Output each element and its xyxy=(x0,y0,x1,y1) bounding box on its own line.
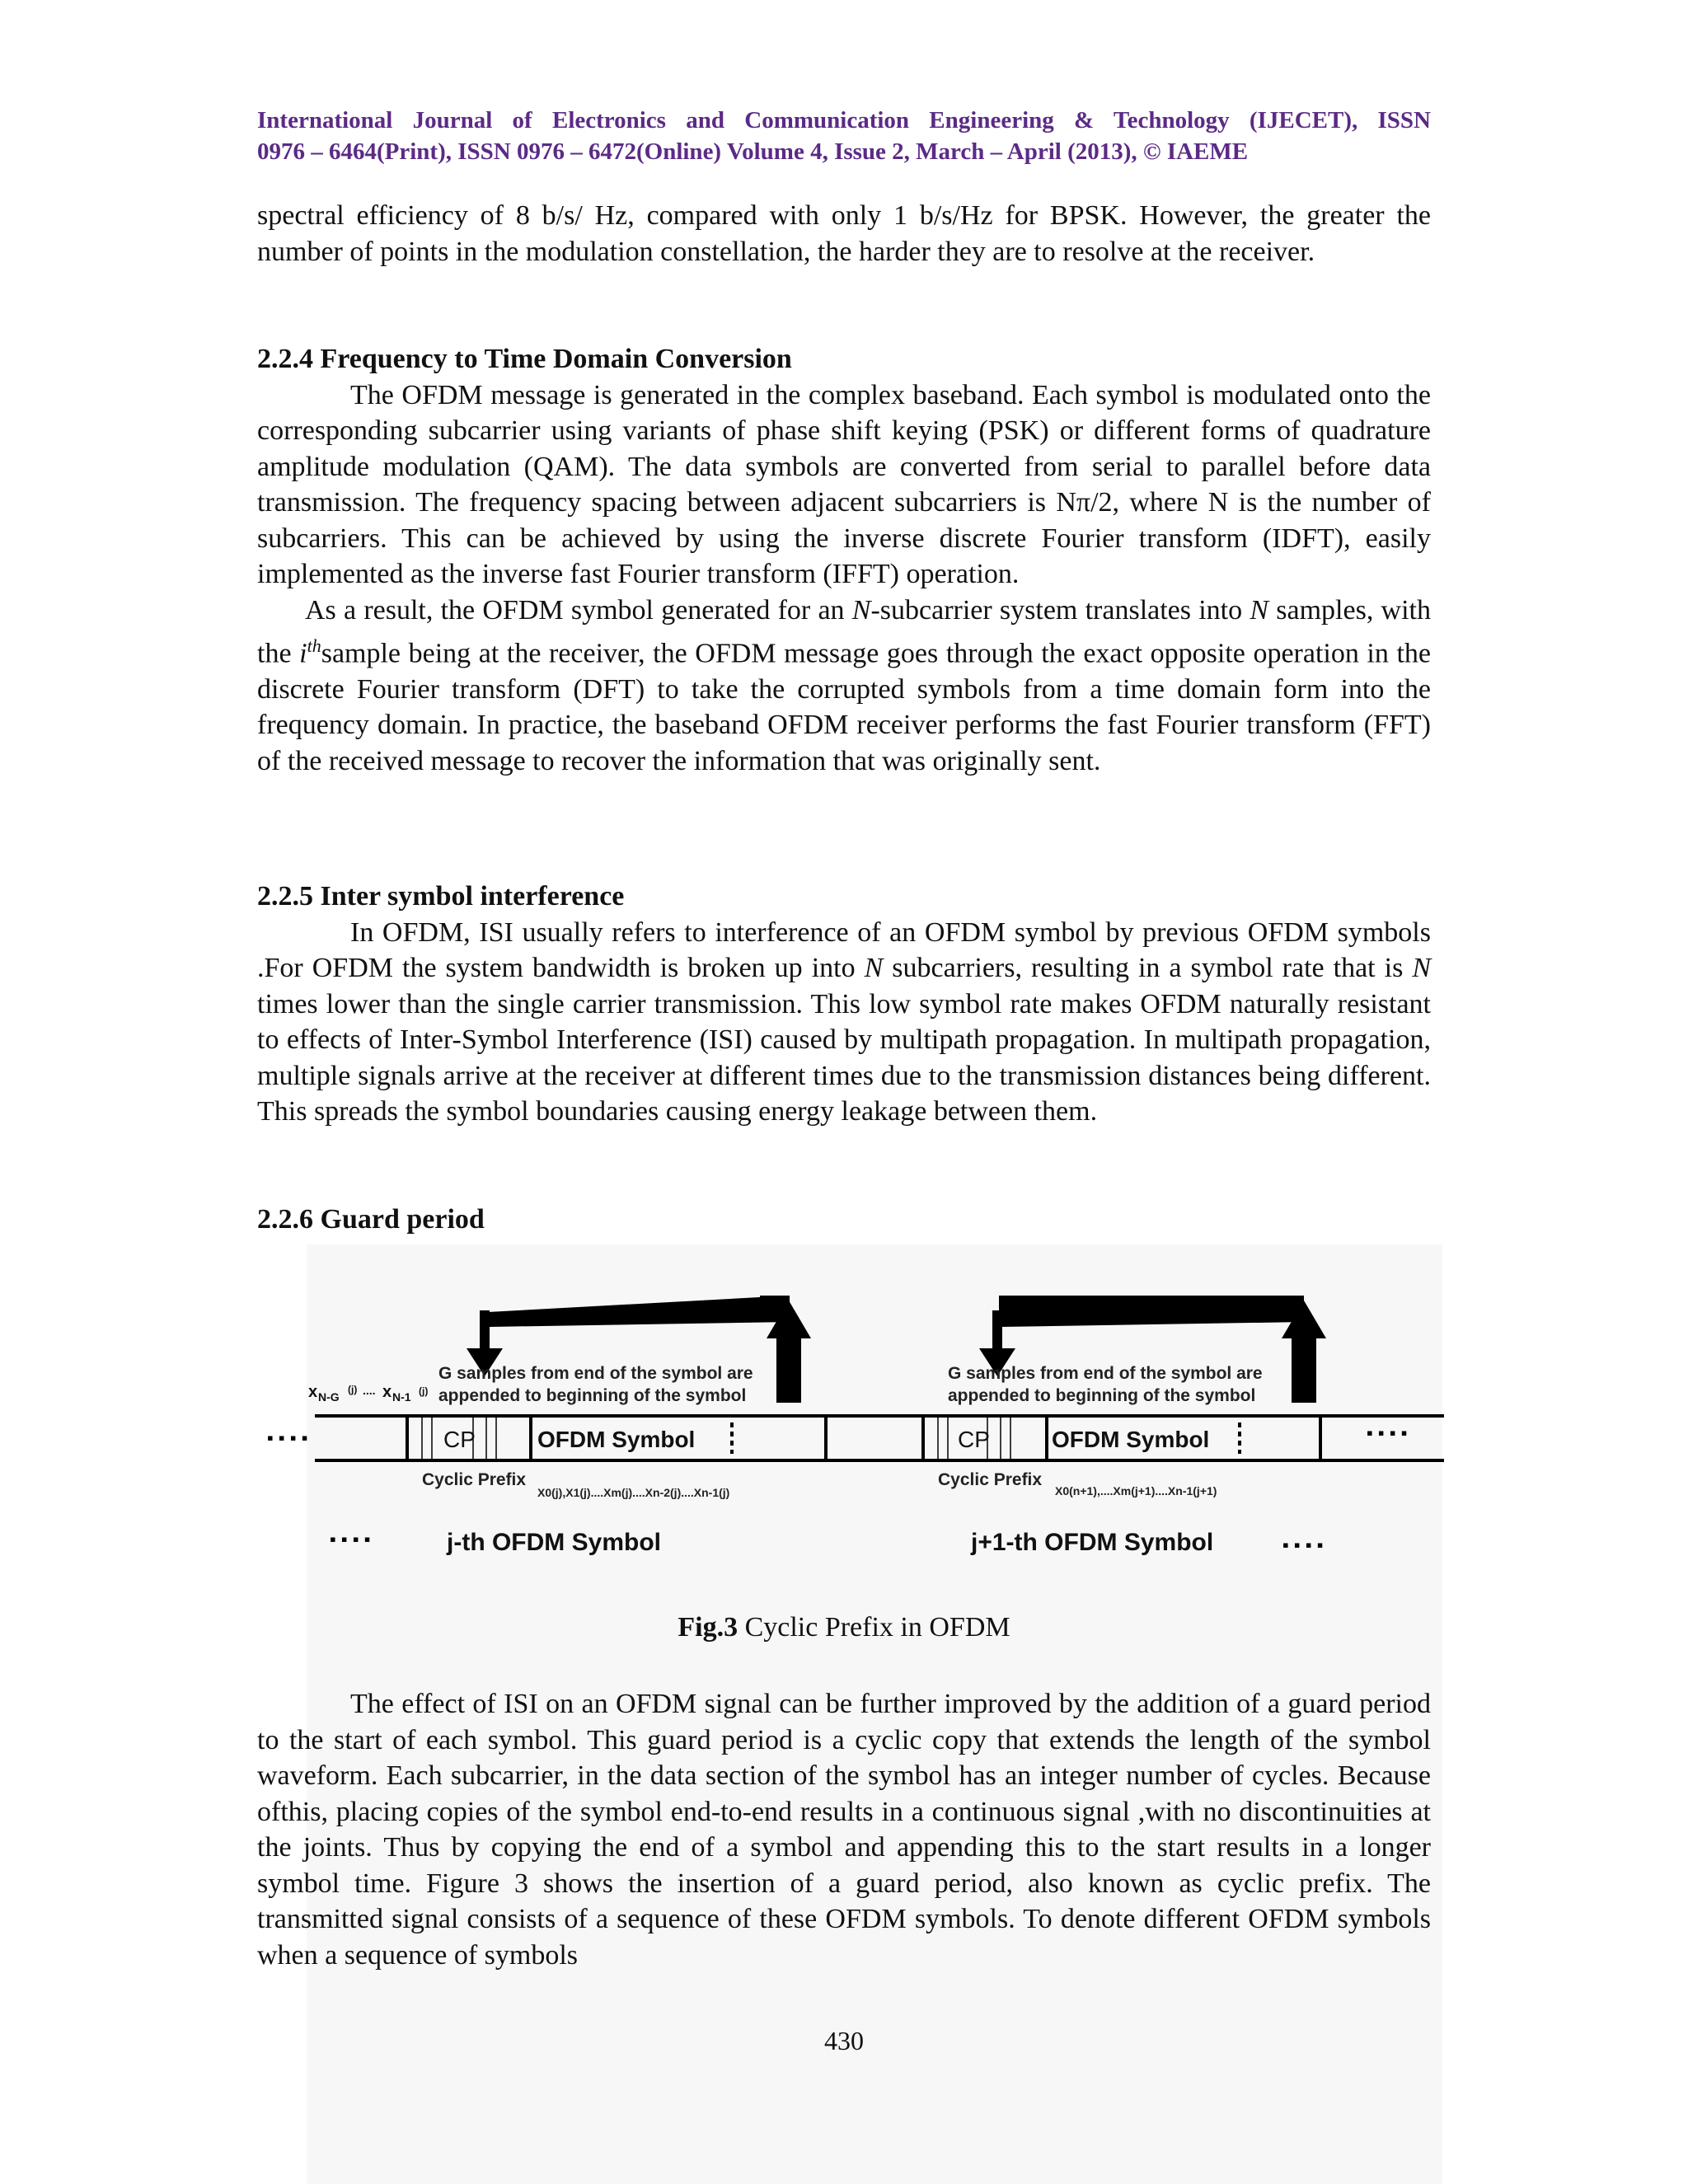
left-note-line-1: G samples from end of the symbol are xyxy=(438,1364,753,1383)
closing-text: The effect of ISI on an OFDM signal can be further improved by the addition of a guard period to the start of each symbol. This guard period is a cyclic copy that extends the length of the symbol waveform. Each subcarrier, in the data section of the symbol has an integer number of cycles. Because ofthis, placing copies of the symbol end-to-end results in a continuous signal ,with no discontinuities at the joints. Thus by copying the end of a symbol and appending this to the start results in a longer symbol time. Figure 3 shows the insertion of a guard period, also known as cyclic prefix. The transmitted signal consists of a sequence of these OFDM symbols. To denote different OFDM symbols when a sequence of symbols xyxy=(257,1689,1431,1971)
italic-n: N xyxy=(1250,594,1269,626)
italic-n: N xyxy=(1412,953,1432,983)
cp-left-label: CP xyxy=(443,1427,476,1452)
section-2-2-4-para-1: The OFDM message is generated in the complex baseband. Each symbol is modulated onto the corresponding subcarrier using variants of phase shift keying (PSK) or different forms of quadrature amplitude modulation (QAM). The data symbols are converted from serial to parallel before data transmission. The frequency spacing between adjacent subcarriers is Nπ/2, where N is the number of subcarriers. This can be achieved by using the inverse discrete Fourier transform (IDFT), easily implemented as the inverse fast Fourier transform (IFFT) operation. xyxy=(257,379,1431,589)
text-run: As a result, the OFDM symbol generated for an xyxy=(305,594,852,626)
section-2-2-4-para-2 xyxy=(257,593,1431,780)
text-run: -subcarrier system translates into xyxy=(870,594,1250,626)
x-sup-b: (j) xyxy=(419,1385,429,1397)
right-note-line-2: appended to beginning of the symbol xyxy=(948,1386,1256,1405)
right-note-line-1: G samples from end of the symbol are xyxy=(948,1364,1263,1383)
header-line-2: 0976 – 6464(Print), ISSN 0976 – 6472(Online) Volume 4, Issue 2, March – April (2013), © IAEME xyxy=(257,138,1249,165)
section-2-2-5-para xyxy=(257,915,1431,1130)
section-2-2-6 xyxy=(257,1202,1431,1238)
intro-paragraph xyxy=(257,198,1431,269)
cp-right-label: CP xyxy=(958,1427,990,1452)
j-th-symbol-label: j-th OFDM Symbol xyxy=(447,1529,661,1556)
text-run: times lower than the single carrier transmission. This low symbol rate makes OFDM naturally resistant to effects of Inter-Symbol Interference (ISI) caused by multipath propagation. In multipath propagation, multiple signals arrive at the receiver at different times due to the transmission distances being different. This spreads the symbol boundaries causing energy leakage between them. xyxy=(257,988,1431,1127)
section-2-2-5 xyxy=(257,879,1431,1130)
section-heading-2-2-5: 2.2.5 Inter symbol interference xyxy=(257,881,625,912)
bottom-dots-right: ▪ ▪ ▪ ▪ xyxy=(1282,1535,1324,1555)
caption-label: Fig.3 xyxy=(678,1612,738,1643)
italic-i: i xyxy=(299,638,307,669)
j1-th-symbol-label: j+1-th OFDM Symbol xyxy=(971,1529,1214,1556)
text-run: sample being at the receiver, the OFDM message goes through the exact opposite operation in the discrete Fourier transform (DFT) to take the corrupted symbols from a time domain form into the frequency domain. In practice, the baseband OFDM receiver performs the fast Fourier transform (FFT) of the received message to recover the information that was originally sent. xyxy=(257,638,1431,776)
text-run: samples, with the xyxy=(257,594,1431,669)
x-label-a: x xyxy=(308,1383,318,1401)
header-line-1: International Journal of Electronics and Communication Engineering & Technology (IJECET), ISSN xyxy=(257,107,1431,134)
figure-caption xyxy=(257,1612,1431,1643)
timeline-dots-left: ▪ ▪ ▪ ▪ xyxy=(267,1427,308,1448)
text-run: In OFDM, ISI usually refers to interference of an OFDM symbol by previous OFDM symbols .For OFDM the system bandwidth is broken up into xyxy=(257,916,1431,983)
ofdm-symbol-left-label: OFDM Symbol xyxy=(537,1427,696,1452)
ofdm-symbol-right-label: OFDM Symbol xyxy=(1052,1427,1210,1452)
superscript-th: th xyxy=(307,635,321,656)
italic-n: N xyxy=(864,953,884,983)
closing-paragraph xyxy=(257,1686,1431,1973)
x-sub-b: N-1 xyxy=(392,1390,411,1404)
intro-text: spectral efficiency of 8 b/s/ Hz, compared with only 1 b/s/Hz for BPSK. However, the greater the number of points in the modulation constellation, the harder they are to resolve at the receiver. xyxy=(257,200,1431,267)
x-sup-a: (j) xyxy=(348,1384,358,1395)
section-2-2-4 xyxy=(257,341,1431,779)
cyclic-prefix-right-label: Cyclic Prefix xyxy=(938,1470,1043,1489)
x-dots: .... xyxy=(363,1384,376,1397)
italic-n: N xyxy=(851,594,871,626)
section-heading-2-2-6: 2.2.6 Guard period xyxy=(257,1204,485,1235)
cyclic-prefix-left-label: Cyclic Prefix xyxy=(422,1470,527,1489)
page-number: 430 xyxy=(824,2026,864,2055)
text-run: subcarriers, resulting in a symbol rate that is xyxy=(883,953,1413,983)
journal-header xyxy=(257,105,1431,167)
samples-right-label: X0(n+1),....Xm(j+1)....Xn-1(j+1) xyxy=(1055,1484,1217,1497)
caption-text: Cyclic Prefix in OFDM xyxy=(738,1612,1010,1643)
x-label-b: x xyxy=(382,1383,392,1401)
bottom-dots-left: ▪ ▪ ▪ ▪ xyxy=(330,1529,371,1549)
x-sample-label xyxy=(308,1383,428,1404)
section-heading-2-2-4: 2.2.4 Frequency to Time Domain Conversion xyxy=(257,344,792,374)
cyclic-prefix-figure xyxy=(257,1253,1444,1591)
samples-left-label: X0(j),X1(j)....Xm(j)....Xn-2(j)....Xn-1(j) xyxy=(537,1486,730,1499)
left-note-line-2: appended to beginning of the symbol xyxy=(438,1386,747,1405)
x-sub-a: N-G xyxy=(318,1390,340,1404)
timeline-dots-right: ▪ ▪ ▪ ▪ xyxy=(1367,1422,1408,1443)
